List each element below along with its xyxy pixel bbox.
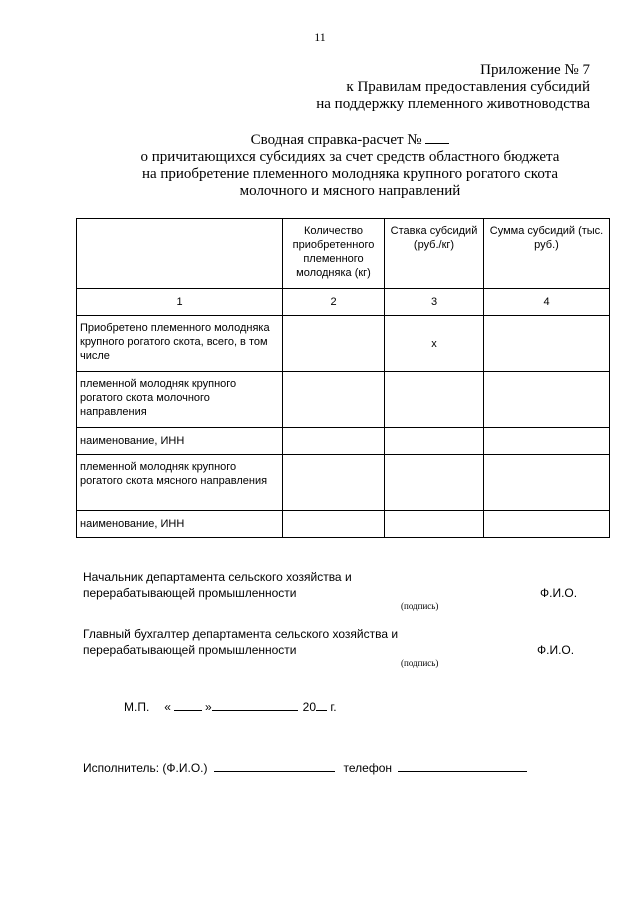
sum-cell[interactable] [484,316,610,372]
accountant-fio: Ф.И.О. [537,643,575,657]
header-cell: Сумма субсидий (тыс. руб.) [484,219,610,289]
executor-name-blank[interactable] [214,760,335,772]
header-cell: Ставка субсидий (руб./кг) [385,219,484,289]
number-blank[interactable] [425,131,449,144]
month-blank[interactable] [212,699,298,711]
title-line-2: о причитающихся субсидиях за счет средств областного бюджета [140,149,560,165]
sum-cell[interactable] [484,455,610,511]
column-number: 3 [385,289,484,316]
header-cell: Количество приобретенного племенного молодняка (кг) [283,219,385,289]
row-label: племенной молодняк крупного рогатого скота мясного направления [77,455,283,511]
executor-line [83,760,527,775]
row-label: Приобретено племенного молодняка крупного рогатого скота, всего, в том числе [77,316,283,372]
stamp-mp: М.П. [124,700,150,714]
column-number: 4 [484,289,610,316]
appendix-subject: на поддержку племенного животноводства [316,96,590,112]
accountant-signature-caption: (подпись) [401,658,439,668]
head-fio: Ф.И.О. [540,586,578,600]
year-blank[interactable] [316,699,327,711]
sum-cell[interactable] [484,428,610,455]
year-suffix: г. [327,700,337,714]
appendix-rules: к Правилам предоставления субсидий [346,79,590,95]
column-number-row [77,289,610,316]
date-line [124,699,337,714]
row-label: наименование, ИНН [77,428,283,455]
phone-blank[interactable] [398,760,527,772]
rate-cell[interactable] [385,428,484,455]
quote-open: « [164,700,171,714]
title-line-4: молочного и мясного направлений [239,183,461,199]
rate-cell[interactable] [385,511,484,538]
qty-cell[interactable] [283,316,385,372]
qty-cell[interactable] [283,372,385,428]
page-number: 11 [314,30,326,44]
table-header-row [77,219,610,289]
header-cell [77,219,283,289]
qty-cell[interactable] [283,511,385,538]
quote-close: » [204,700,212,714]
accountant-title-line-2: перерабатывающей промышленности [83,643,297,657]
rate-cell: х [385,316,484,372]
day-blank[interactable] [174,699,202,711]
title-line-1: Сводная справка-расчет № [60,131,640,149]
column-number: 2 [283,289,385,316]
rate-cell[interactable] [385,455,484,511]
sum-cell[interactable] [484,511,610,538]
title-line-3: на приобретение племенного молодняка крупного рогатого скота [141,166,559,182]
appendix-number: Приложение № 7 [480,62,590,78]
sum-cell[interactable] [484,372,610,428]
row-label: наименование, ИНН [77,511,283,538]
subsidy-table [76,218,610,538]
row-label: племенной молодняк крупного рогатого скота молочного направления [77,372,283,428]
table-row [77,511,610,538]
year-prefix: 20 [302,700,317,714]
qty-cell[interactable] [283,455,385,511]
head-title-line-1: Начальник департамента сельского хозяйства и [83,570,352,584]
executor-label: Исполнитель: (Ф.И.О.) [83,761,208,775]
table-row [77,428,610,455]
column-number: 1 [77,289,283,316]
table-row [77,316,610,372]
head-signature-caption: (подпись) [401,601,439,611]
appendix-block [316,62,590,113]
phone-label: телефон [343,761,393,775]
head-title-line-2: перерабатывающей промышленности [83,586,297,600]
accountant-title-line-1: Главный бухгалтер департамента сельского хозяйства и [83,627,399,641]
table-row [77,455,610,511]
table-row [77,372,610,428]
document-title [60,131,640,200]
qty-cell[interactable] [283,428,385,455]
rate-cell[interactable] [385,372,484,428]
